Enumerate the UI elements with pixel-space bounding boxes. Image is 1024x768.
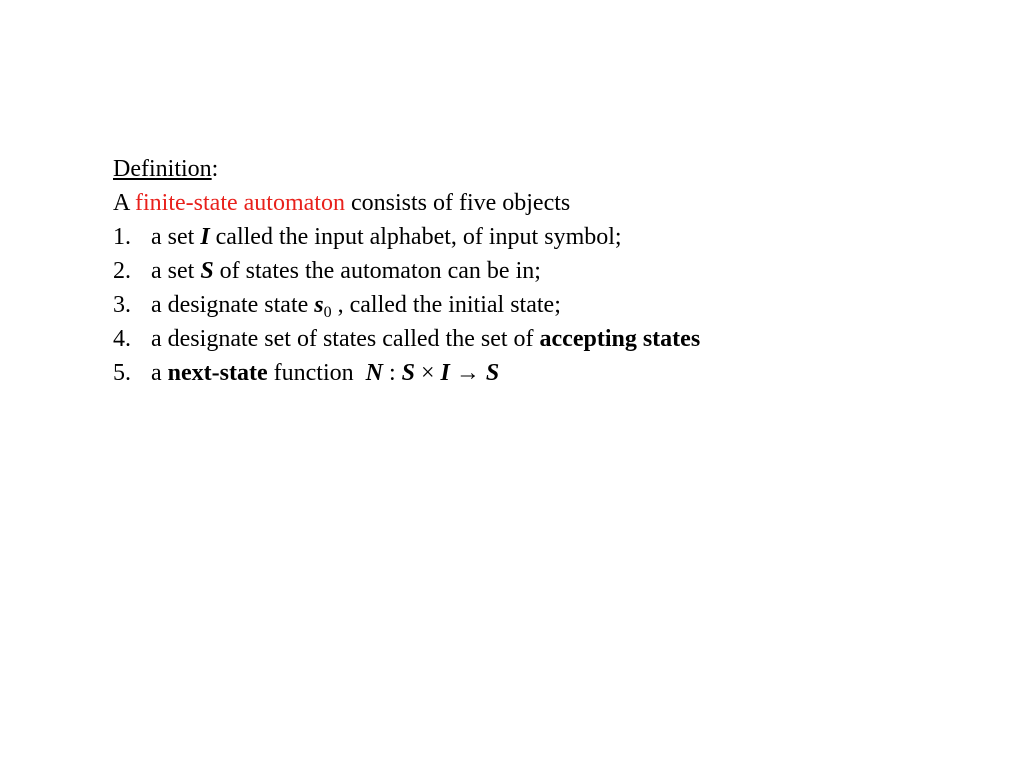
item-5-number: 5. [113,360,131,386]
formula-arrow: → [449,360,486,386]
item-3-symbol: s [314,292,324,318]
list-item-2 [113,254,973,288]
item-1-after: called the input alphabet, of input symbol; [209,224,622,250]
item-2-symbol: S [200,258,214,284]
item-2-number: 2. [113,258,131,284]
formula-domain-1: S [401,360,415,386]
item-5-after: function [267,360,366,386]
item-2-before: a set [151,258,201,284]
definition-heading: Definition [113,156,212,182]
formula-function: N [365,360,383,386]
intro-term: finite-state automaton [135,190,345,216]
formula-times: × [414,360,441,386]
formula-codomain: S [485,360,500,386]
list-item-1 [113,220,973,254]
item-3-after: , called the initial state; [331,292,561,318]
formula-colon: : [382,360,402,386]
intro-prefix: A [113,190,136,216]
definition-block [113,152,973,390]
list-item-5 [113,356,973,390]
item-3-subscript: 0 [323,304,332,321]
item-4-bold: accepting states [539,326,701,352]
definition-heading-line [113,152,973,186]
definition-intro [113,186,973,220]
list-item-4 [113,322,973,356]
item-5-before: a [151,360,168,386]
formula-domain-2: I [440,360,450,386]
item-3-number: 3. [113,292,131,318]
list-item-3 [113,288,973,322]
item-4-number: 4. [113,326,131,352]
definition-heading-colon: : [211,156,219,182]
item-1-number: 1. [113,224,131,250]
intro-suffix: consists of five objects [344,190,571,216]
item-2-after: of states the automaton can be in; [213,258,541,284]
item-1-symbol: I [200,224,210,250]
item-5-bold: next-state [167,360,268,386]
item-1-before: a set [151,224,201,250]
item-4-before: a designate set of states called the set of [151,326,540,352]
next-state-formula [366,360,500,386]
item-3-before: a designate state [151,292,315,318]
